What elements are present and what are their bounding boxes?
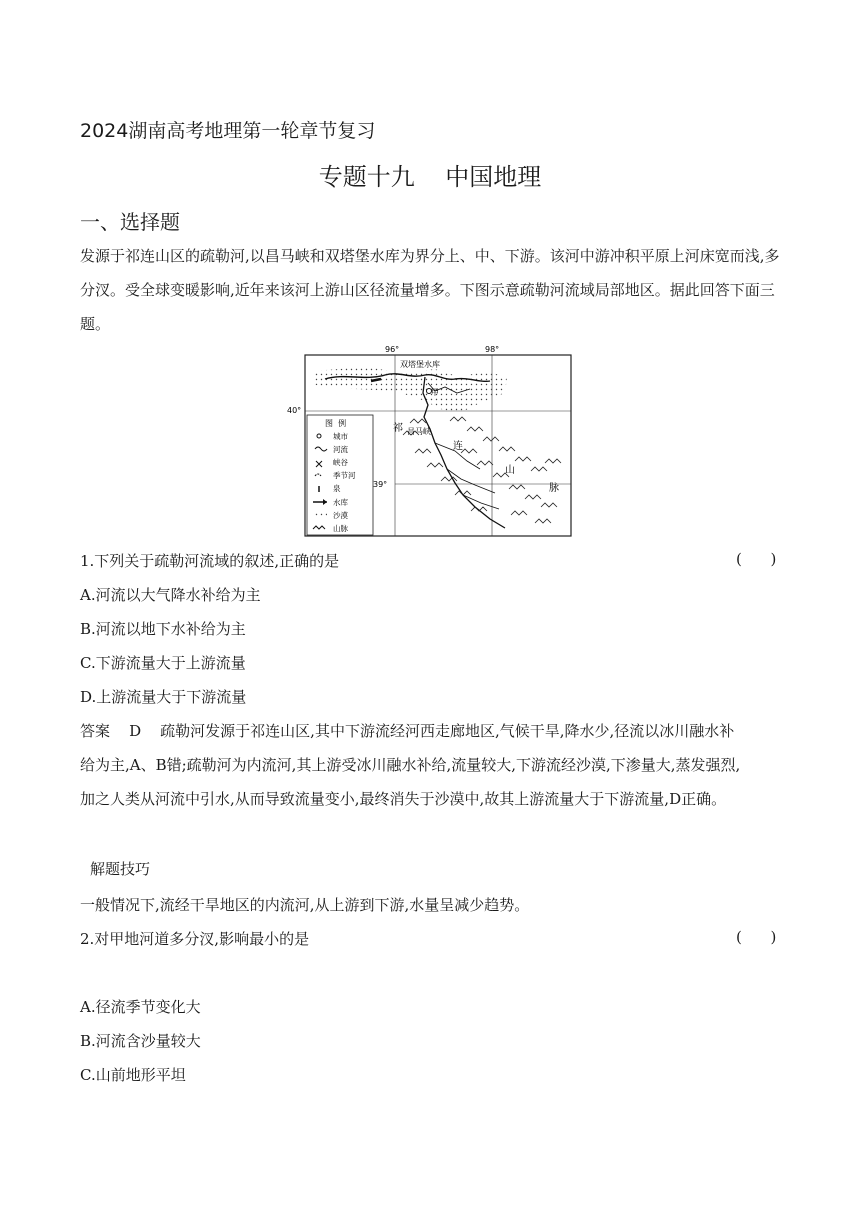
tip-text: 一般情况下,流经干旱地区的内流河,从上游到下游,水量呈减少趋势。 (80, 896, 530, 914)
lat-label-40: 40° (287, 406, 302, 415)
q1-stem: 1.下列关于疏勒河流域的叙述,正确的是 (80, 552, 340, 570)
q2-option-a: A.径流季节变化大 (80, 998, 201, 1016)
legend-seasonal-river: 季节河 (333, 471, 356, 480)
legend-gorge: 峡谷 (333, 458, 348, 467)
label-mai: 脉 (549, 483, 559, 494)
label-jia: 甲 (431, 388, 439, 397)
document-title: 2024湖南高考地理第一轮章节复习 (80, 120, 376, 142)
shule-river-map (285, 343, 577, 539)
legend-mountain: 山脉 (333, 524, 348, 533)
label-lian: 连 (453, 441, 463, 452)
legend-title: 图 例 (325, 419, 347, 428)
label-qi: 祁 (393, 423, 403, 434)
q1-answer-line-1: 答案 D 疏勒河发源于祁连山区,其中下游流经河西走廊地区,气候干旱,降水少,径流以冰川融水补 (80, 722, 735, 740)
legend-spring: 泉 (333, 484, 341, 493)
lon-label-98: 98° (485, 345, 500, 354)
lat-label-39: 39° (373, 480, 388, 489)
q2-answer-paren: ( ) (736, 928, 777, 946)
q2-option-c: C.山前地形平坦 (80, 1066, 186, 1084)
chapter-title: 专题十九 中国地理 (318, 163, 542, 191)
lon-label-96: 96° (385, 345, 400, 354)
q1-option-b: B.河流以地下水补给为主 (80, 620, 246, 638)
legend-reservoir: 水库 (333, 498, 348, 507)
legend-desert: 沙漠 (333, 511, 348, 520)
legend-city: 城市 (333, 432, 348, 441)
q1-option-c: C.下游流量大于上游流量 (80, 654, 246, 672)
label-changma: 昌马峡 (407, 427, 431, 436)
legend-river: 河流 (333, 445, 348, 454)
q1-answer-line-3: 加之人类从河流中引水,从而导致流量变小,最终消失于沙漠中,故其上游流量大于下游流量,D正确。 (80, 790, 727, 808)
q1-answer-line-2: 给为主,A、B错;疏勒河为内流河,其上游受冰川融水补给,流量较大,下游流经沙漠,下渗量大,蒸发强烈, (80, 756, 741, 774)
q1-option-d: D.上游流量大于下游流量 (80, 688, 247, 706)
q1-answer-paren: ( ) (736, 550, 777, 568)
q2-stem: 2.对甲地河道多分汊,影响最小的是 (80, 930, 310, 948)
section-heading: 一、选择题 (80, 210, 180, 234)
label-reservoir: 双塔堡水库 (400, 360, 440, 369)
map-legend (307, 415, 373, 535)
q2-option-b: B.河流含沙量较大 (80, 1032, 201, 1050)
q1-option-a: A.河流以大气降水补给为主 (80, 586, 261, 604)
label-shan: 山 (505, 465, 515, 476)
tip-label: 解题技巧 (90, 860, 151, 878)
intro-paragraph: 发源于祁连山区的疏勒河,以昌马峡和双塔堡水库为界分上、中、下游。该河中游冲积平原上河床宽而浅,多分汊。受全球变暖影响,近年来该河上游山区径流量增多。下图示意疏勒河流域局部地区。据此回答下面三题。 (80, 247, 780, 333)
